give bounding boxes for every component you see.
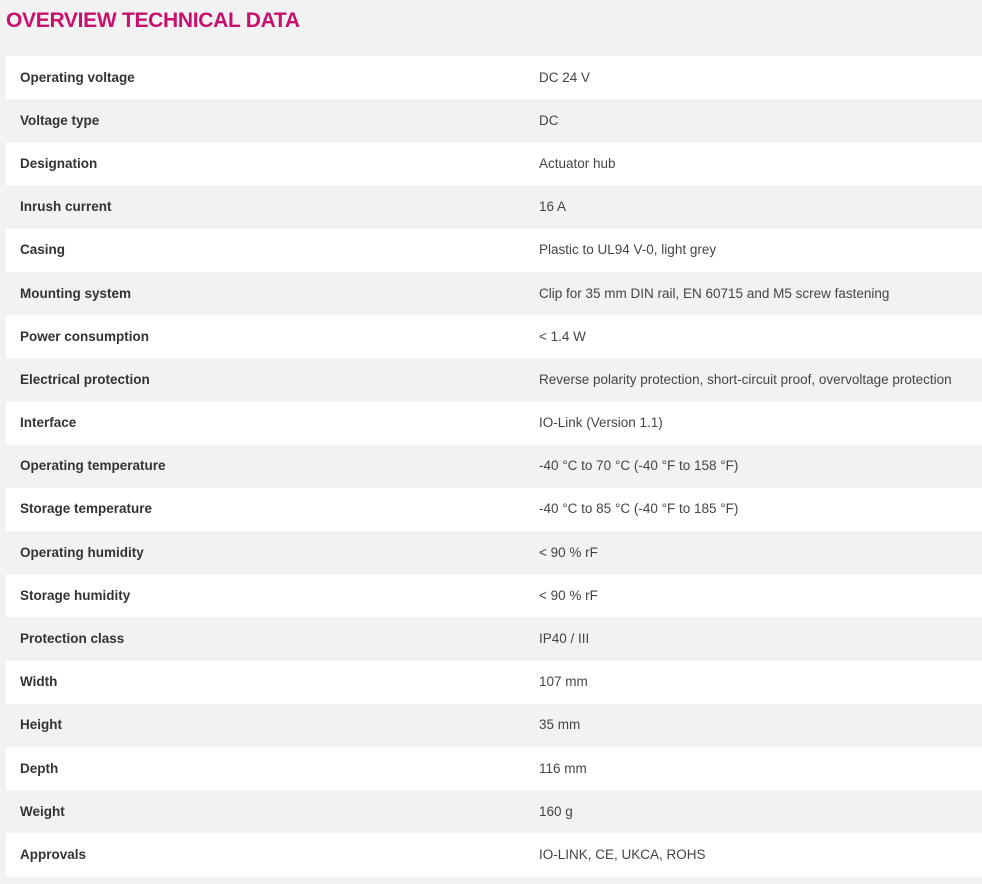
spec-label-inrush-current: Inrush current <box>6 186 539 229</box>
table-row <box>6 186 982 229</box>
spec-label-operating-temperature: Operating temperature <box>6 445 539 488</box>
spec-label-operating-voltage: Operating voltage <box>6 56 539 99</box>
table-row <box>6 99 982 142</box>
spec-value-protection-class: IP40 / III <box>539 617 982 660</box>
table-row <box>6 661 982 704</box>
spec-label-width: Width <box>6 661 539 704</box>
table-row <box>6 56 982 99</box>
spec-label-height: Height <box>6 704 539 747</box>
technical-data-table <box>6 56 982 877</box>
spec-value-approvals: IO-LINK, CE, UKCA, ROHS <box>539 833 982 876</box>
spec-value-depth: 116 mm <box>539 747 982 790</box>
spec-label-protection-class: Protection class <box>6 617 539 660</box>
spec-value-interface: IO-Link (Version 1.1) <box>539 402 982 445</box>
spec-label-electrical-protection: Electrical protection <box>6 358 539 401</box>
table-row <box>6 617 982 660</box>
table-row <box>6 574 982 617</box>
table-row <box>6 272 982 315</box>
table-row <box>6 833 982 876</box>
table-row <box>6 445 982 488</box>
spec-value-storage-temperature: -40 °C to 85 °C (-40 °F to 185 °F) <box>539 488 982 531</box>
spec-value-inrush-current: 16 A <box>539 186 982 229</box>
table-row <box>6 402 982 445</box>
spec-value-mounting-system: Clip for 35 mm DIN rail, EN 60715 and M5 screw fastening <box>539 272 982 315</box>
spec-label-power-consumption: Power consumption <box>6 315 539 358</box>
table-row <box>6 142 982 185</box>
spec-value-storage-humidity: < 90 % rF <box>539 574 982 617</box>
table-row <box>6 704 982 747</box>
table-row <box>6 747 982 790</box>
spec-value-power-consumption: < 1.4 W <box>539 315 982 358</box>
spec-value-voltage-type: DC <box>539 99 982 142</box>
page-title: OVERVIEW TECHNICAL DATA <box>6 9 300 32</box>
table-row <box>6 358 982 401</box>
spec-value-width: 107 mm <box>539 661 982 704</box>
table-row <box>6 229 982 272</box>
spec-label-operating-humidity: Operating humidity <box>6 531 539 574</box>
spec-label-storage-humidity: Storage humidity <box>6 574 539 617</box>
spec-value-casing: Plastic to UL94 V-0, light grey <box>539 229 982 272</box>
spec-value-weight: 160 g <box>539 790 982 833</box>
spec-label-interface: Interface <box>6 402 539 445</box>
spec-value-designation: Actuator hub <box>539 142 982 185</box>
spec-label-mounting-system: Mounting system <box>6 272 539 315</box>
table-row <box>6 488 982 531</box>
spec-label-designation: Designation <box>6 142 539 185</box>
spec-label-voltage-type: Voltage type <box>6 99 539 142</box>
spec-label-weight: Weight <box>6 790 539 833</box>
spec-label-casing: Casing <box>6 229 539 272</box>
table-row <box>6 790 982 833</box>
spec-label-depth: Depth <box>6 747 539 790</box>
spec-value-operating-humidity: < 90 % rF <box>539 531 982 574</box>
spec-value-height: 35 mm <box>539 704 982 747</box>
spec-value-electrical-protection: Reverse polarity protection, short-circuit proof, overvoltage protection <box>539 358 982 401</box>
table-row <box>6 315 982 358</box>
spec-label-storage-temperature: Storage temperature <box>6 488 539 531</box>
table-row <box>6 531 982 574</box>
spec-value-operating-temperature: -40 °C to 70 °C (-40 °F to 158 °F) <box>539 445 982 488</box>
spec-label-approvals: Approvals <box>6 833 539 876</box>
spec-value-operating-voltage: DC 24 V <box>539 56 982 99</box>
